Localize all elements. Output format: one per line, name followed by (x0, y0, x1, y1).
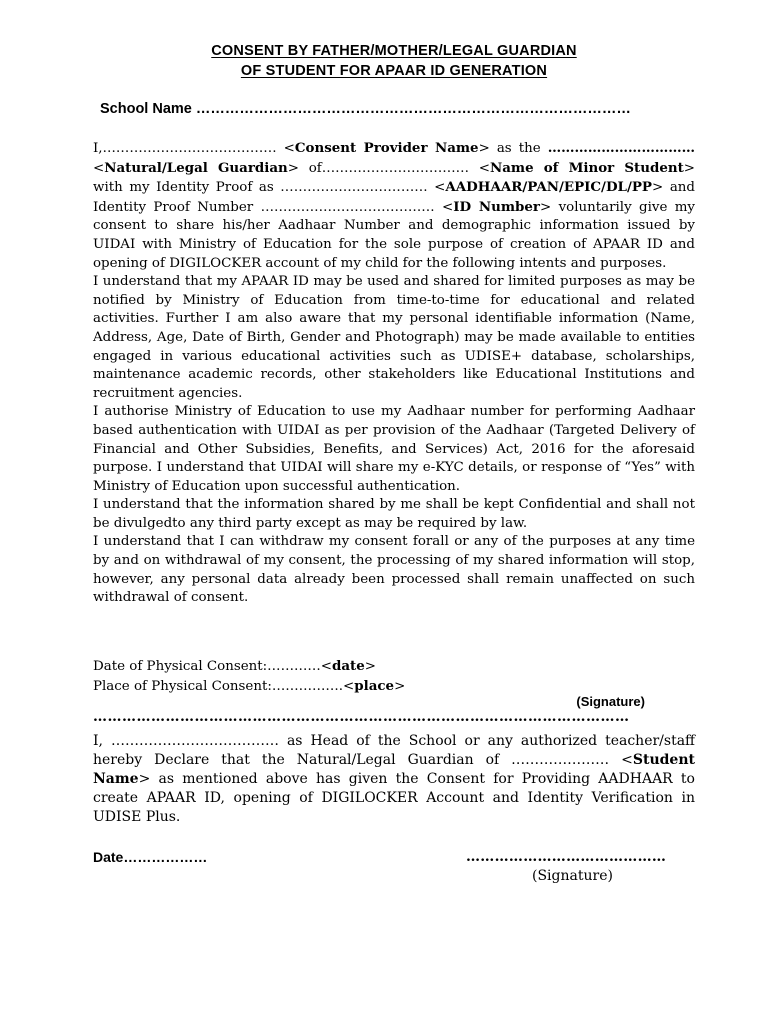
physical-consent-date (93, 657, 695, 677)
consent-text-1: I,………………………………… < (93, 141, 295, 156)
declaration-text-2: > as mentioned above has given the Consent for Providing AADHAAR to create APAAR ID, opening of DIGILOCKER Account and Identity Verification in UDISE Plus. (93, 771, 695, 825)
form-title-line-2: OF STUDENT FOR APAAR ID GENERATION (240, 63, 548, 79)
place-close: > (394, 678, 406, 694)
minor-student-placeholder: Name of Minor Student (490, 159, 684, 176)
declaration-signature-dots: …………………………………… (466, 849, 667, 865)
declaration-text (93, 732, 695, 827)
section-divider-dots: ………………………………………………………………………………………………… (93, 709, 630, 725)
consent-text-3: < (93, 160, 105, 176)
paragraph-apaar-usage: I understand that my APAAR ID may be used and shared for limited purposes as may be notified by Ministry of Education from time-to-time for educational and related activities. Further I am also aware that my personal identifiable information (Name, Address, Age, Date of Birth, Gender and Photograph) may be made available to entities engaged in various educational activities such as UDISE+ database, scholarships, maintenance academic records, other stakeholders like Educational Institutions and recruitment agencies. (93, 274, 695, 401)
school-name-field: School Name ……………………………………………………………………………… (100, 101, 631, 117)
paragraph-confidentiality: I understand that the information shared by me shall be kept Confidential and shall not be divulgedto any third party except as may be required by law. (93, 497, 695, 531)
paragraph-authorisation: I authorise Ministry of Education to use my Aadhaar number for performing Aadhaar based authentication with UIDAI as per provision of the Aadhaar (Targeted Delivery of Financial and Other Subsidies, Benefits, and Services) Act, 2016 for the aforesaid purpose. I understand that UIDAI will share my e-KYC details, or response of “Yes” with Ministry of Education upon successful authentication. (93, 404, 695, 494)
student-name-placeholder: Student Name (93, 752, 695, 787)
school-declaration (93, 732, 695, 827)
guardian-placeholder: Natural/Legal Guardian (104, 159, 288, 176)
physical-consent-block (93, 657, 695, 696)
guardian-dots: …………………………… (547, 140, 695, 156)
declaration-signature-label: (Signature) (532, 868, 613, 884)
date-close: > (364, 659, 376, 674)
date-placeholder: date (331, 658, 365, 674)
place-placeholder: place (354, 677, 395, 694)
id-number-placeholder: ID Number (453, 198, 540, 215)
id-types-placeholder: AADHAAR/PAN/EPIC/DL/PP (445, 179, 653, 196)
place-label: Place of Physical Consent:…………….< (93, 678, 355, 694)
consent-text-4: > of…………………………… < (287, 160, 490, 176)
consent-text-2: > as the (478, 141, 548, 156)
declaration-text-1: I, ……………………………… as Head of the School or any authorized teacher/staff hereby Declare that the Natural/Legal Guardian of ………………… < (93, 733, 695, 768)
consent-body (93, 139, 695, 608)
consent-provider-placeholder: Consent Provider Name (294, 140, 479, 156)
consent-text-6: > and Identity Proof Number ………………………………… < (93, 180, 695, 215)
declaration-date: Date……………… (93, 849, 208, 865)
paragraph-withdrawal: I understand that I can withdraw my consent forall or any of the purposes at any time by and on withdrawal of my consent, the processing of my shared information will stop, however, any personal data already been processed shall remain unaffected on such withdrawal of consent. (93, 534, 695, 606)
guardian-signature-label: (Signature) (576, 694, 645, 709)
form-title-line-1: CONSENT BY FATHER/MOTHER/LEGAL GUARDIAN (211, 43, 577, 59)
date-label: Date of Physical Consent:…………< (93, 659, 332, 674)
consent-text-5: > with my Identity Proof as …………………………… < (93, 160, 695, 196)
consent-text-7: > voluntarily give my consent to share his/her Aadhaar Number and demographic information issued by UIDAI with Ministry of Education for the sole purpose of creation of APAAR ID and opening of DIGILOCKER account of my child for the following intents and purposes. (93, 199, 696, 271)
consent-statement (93, 139, 695, 273)
